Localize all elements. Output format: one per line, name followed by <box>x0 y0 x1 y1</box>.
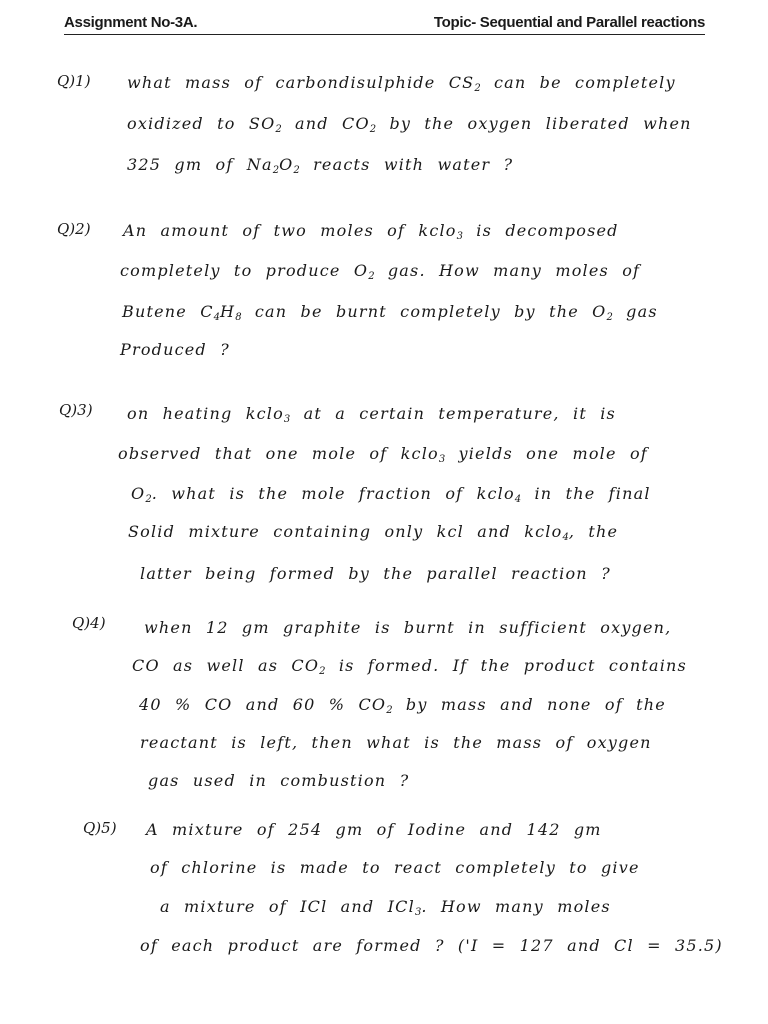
question-number: Q)3) <box>59 401 93 419</box>
question-line: observed that one mole of kclo$_3$ yields one mole of <box>118 444 648 465</box>
question-line: on heating kclo$_3$ at a certain temperature, it is <box>127 404 616 425</box>
question-line: gas used in combustion ? <box>148 771 410 790</box>
question-number: Q)1) <box>57 72 91 90</box>
question-line: of each product are formed ? ('I = 127 and Cl = 35.5) <box>140 936 723 955</box>
question-line: Produced ? <box>120 340 230 359</box>
page-header <box>64 10 705 35</box>
question-line: CO as well as $CO_2$ is formed. If the product contains <box>132 656 687 677</box>
question-line: of chlorine is made to react completely to give <box>150 858 640 877</box>
question-number: Q)5) <box>83 819 117 837</box>
question-line: A mixture of 254 gm of Iodine and 142 gm <box>146 820 602 839</box>
question-line: what mass of carbondisulphide $CS_2$ can be completely <box>127 73 676 94</box>
question-line: $O_2$. what is the mole fraction of kclo$_4$ in the final <box>131 484 651 505</box>
question-line: Solid mixture containing only kcl and kclo$_4$, the <box>128 522 619 543</box>
question-line: oxidized to $SO_2$ and $CO_2$ by the oxygen liberated when <box>127 114 692 135</box>
question-number: Q)4) <box>72 614 106 632</box>
question-line: completely to produce $O_2$ gas. How many moles of <box>120 261 641 282</box>
question-line: 325 gm of $Na_2O_2$ reacts with water ? <box>127 155 514 176</box>
question-line: An amount of two moles of kclo$_3$ is decomposed <box>123 221 619 242</box>
question-line: when 12 gm graphite is burnt in sufficient oxygen, <box>144 618 672 637</box>
question-number: Q)2) <box>57 220 91 238</box>
question-line: reactant is left, then what is the mass of oxygen <box>140 733 652 752</box>
assignment-title: Assignment No-3A. <box>64 14 198 31</box>
question-line: Butene $C_4H_8$ can be burnt completely by the $O_2$ gas <box>122 302 658 323</box>
question-line: 40 % CO and 60 % $CO_2$ by mass and none of the <box>139 695 666 716</box>
question-line: a mixture of ICl and ICl$_3$. How many moles <box>160 897 611 918</box>
topic-title: Topic- Sequential and Parallel reactions <box>433 14 705 31</box>
question-line: latter being formed by the parallel reaction ? <box>140 564 611 583</box>
